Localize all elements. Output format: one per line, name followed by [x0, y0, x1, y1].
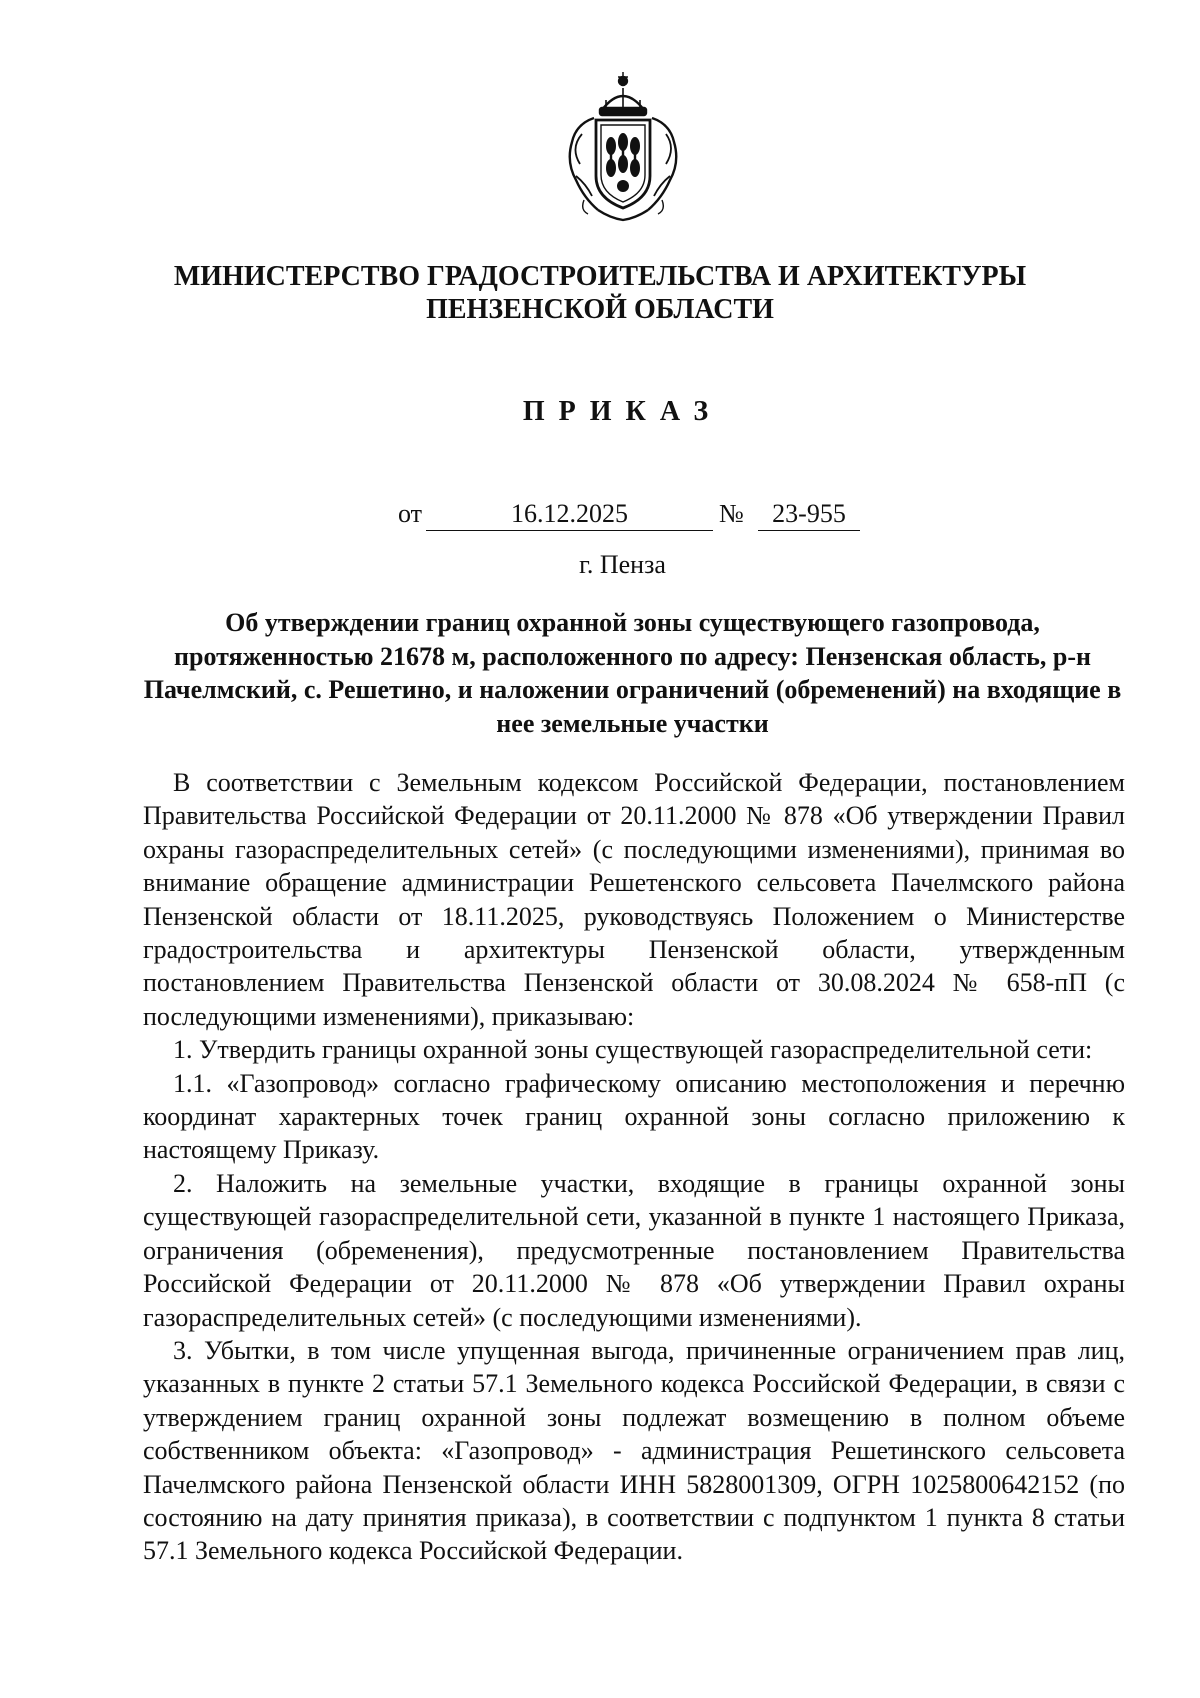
date-prefix: от — [398, 499, 423, 528]
order-city: г. Пенза — [579, 550, 666, 579]
order-body — [143, 766, 1125, 1568]
ministry-name-line1: МИНИСТЕРСТВО ГРАДОСТРОИТЕЛЬСТВА И АРХИТЕКТУРЫ — [173, 261, 1027, 292]
order-number: 23-955 — [758, 499, 860, 531]
coat-of-arms-emblem — [562, 72, 684, 224]
number-prefix: № — [719, 499, 744, 528]
clause-1: 1. Утвердить границы охранной зоны существующей газораспределительной сети: — [173, 1035, 1093, 1065]
order-title: ПРИКАЗ — [522, 396, 723, 427]
clause-2: 2. Наложить на земельные участки, входящие в границы охранной зоны существующей газораспределительной сети, указанной в пункте 1 настоящего Приказа, ограничения (обременения), предусмотренные постановлением Правительства Российской Федерации от 20.11.2000 № 878 «Об утверждении Правил охраны газораспределительных сетей» (с последующими изменениями). — [143, 1168, 1125, 1332]
ministry-name — [0, 260, 1200, 326]
clause-3: 3. Убытки, в том числе упущенная выгода, причиненные ограничением прав лиц, указанных в пункте 2 статьи 57.1 Земельного кодекса Российской Федерации, в связи с утверждением границ охранной зоны подлежат возмещению в полном объеме собственником объекта: «Газопровод» - администрация Решетинского сельсовета Пачелмского района Пензенской области ИНН 5828001309, ОГРН 1025800642152 (по состоянию на дату принятия приказа), в соответствии с подпунктом 1 пункта 8 статьи 57.1 Земельного кодекса Российской Федерации. — [143, 1335, 1125, 1566]
ministry-name-line2: ПЕНЗЕНСКОЙ ОБЛАСТИ — [426, 294, 774, 325]
preamble-paragraph: В соответствии с Земельным кодексом Российской Федерации, постановлением Правительства Российской Федерации от 20.11.2000 № 878 «Об утверждении Правил охраны газораспределительных сетей» (с последующими изменениями), принимая во внимание обращение администрации Решетенского сельсовета Пачелмского района Пензенской области от 18.11.2025, руководствуясь Положением о Министерстве градостроительства и архитектуры Пензенской области, утвержденным постановлением Правительства Пензенской области от 30.08.2024 № 658-пП (с последующими изменениями), приказываю: — [143, 768, 1125, 1031]
order-subject: Об утверждении границ охранной зоны существующего газопровода, протяженностью 21678 м, расположенного по адресу: Пензенская область, р-н Пачелмский, с. Решетино, и наложении ограничений (обременений) на входящие в нее земельные участки — [143, 608, 1122, 738]
order-date: 16.12.2025 — [426, 499, 713, 531]
clause-1-1: 1.1. «Газопровод» согласно графическому описанию местоположения и перечню координат характерных точек границ охранной зоны согласно приложению к настоящему Приказу. — [143, 1068, 1125, 1165]
